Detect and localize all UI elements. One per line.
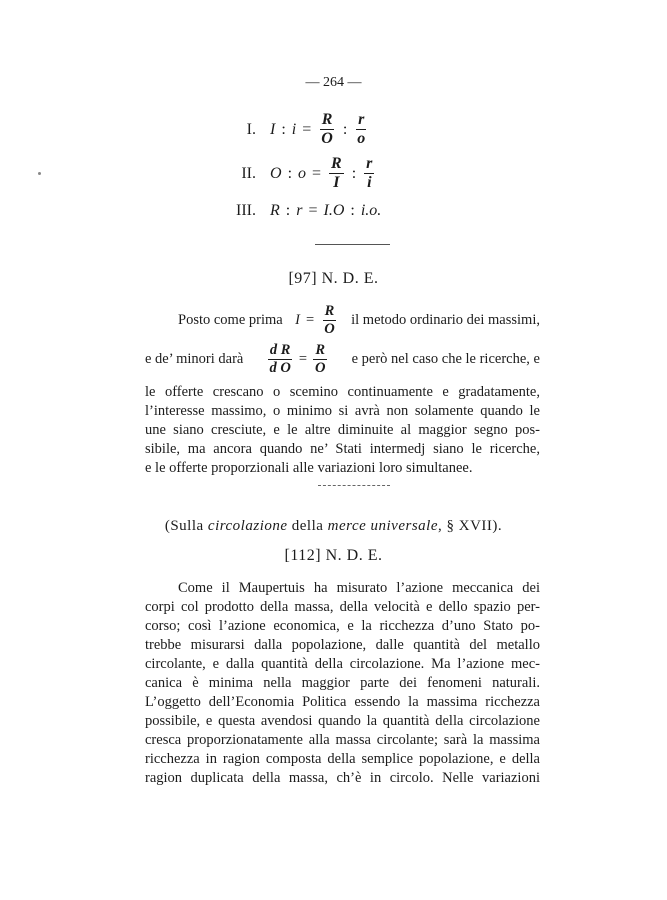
- section-112-line: L’oggetto dell’Economia Politica essendo la massima ricchezza: [145, 694, 540, 710]
- equation-2-equals: =: [312, 164, 322, 182]
- formula-equals: =: [298, 350, 308, 367]
- section-112-line: corso; così l’azione economica, e la ricchezza d’uno Stato po-: [145, 618, 540, 634]
- equation-3-rhs-a: I.O: [323, 202, 345, 219]
- equation-3-lhs-a: R: [270, 202, 280, 219]
- formula-derivative: [267, 343, 292, 375]
- equation-2-fraction-2: [364, 156, 374, 191]
- formula-var: I: [295, 311, 300, 328]
- numerator: R: [331, 155, 342, 172]
- denominator: O: [315, 359, 326, 376]
- line-1-text-post: il metodo ordinario dei massimi,: [351, 311, 540, 328]
- numerator: r: [366, 155, 373, 172]
- numerator: r: [358, 111, 365, 128]
- numerator: R: [315, 342, 326, 358]
- equation-2-lhs-a: O: [270, 164, 282, 182]
- numerator: R: [324, 303, 335, 319]
- equation-2-fraction-1: [329, 156, 344, 191]
- section-112-line: ragion duplicata della massa, ch’è in circolo. Nelle variazioni: [145, 770, 540, 786]
- equation-3-rhs-b: i.o.: [360, 202, 382, 219]
- equation-2-lhs-b: o: [298, 164, 307, 182]
- denominator: i: [367, 174, 372, 191]
- formula-equals: =: [306, 311, 315, 328]
- section-112-line: trebbe misurarsi dalla popolazione, dalle quantità del metallo: [145, 637, 540, 653]
- section-97-heading: [97] N. D. E.: [288, 270, 379, 287]
- section-97-line-1: [178, 304, 540, 336]
- equation-2-numeral: II.: [241, 164, 256, 182]
- denominator: I: [333, 174, 340, 191]
- scan-speck: [38, 172, 41, 175]
- line-1-formula: [295, 304, 339, 336]
- formula-fraction: [313, 343, 327, 375]
- section-97-line: e le offerte proporzionali alle variazioni loro simultanee.: [145, 460, 473, 476]
- subtitle-part: (Sulla: [164, 518, 208, 534]
- section-112-line: ricchezza in ragion composta della semplice popolazione, e della: [145, 751, 540, 767]
- line-2-formula: [265, 343, 329, 375]
- page-number: — 264 —: [305, 75, 362, 90]
- subtitle-part: della: [287, 518, 328, 534]
- equation-3-colon-2: :: [350, 202, 355, 219]
- equation-1: [228, 112, 369, 147]
- equation-2: [228, 156, 376, 191]
- denominator: d O: [269, 359, 291, 376]
- subtitle-part: , § XVII).: [438, 518, 503, 534]
- equation-3-equals: =: [308, 202, 318, 219]
- section-112-line: circolante, e dalla quantità della circolazione. Ma l’azione mec-: [145, 656, 540, 672]
- section-112-line: possibile, e questa avendosi quando la quantità della circolazione: [145, 713, 540, 729]
- section-97-line-2: [145, 343, 540, 375]
- equation-1-numeral: I.: [246, 120, 256, 138]
- equation-1-lhs-a: I: [270, 120, 276, 138]
- section-112-heading: [112] N. D. E.: [284, 547, 383, 564]
- line-1-text-pre: Posto come prima: [178, 311, 283, 328]
- section-97-line: une siano cresciute, e le altre diminuite al maggior segno pos-: [145, 422, 540, 438]
- equation-3: [228, 202, 381, 220]
- numerator: R: [321, 111, 333, 128]
- denominator: O: [324, 320, 335, 337]
- section-97-line: le offerte crescano o scemino continuamente e gradatamente,: [145, 384, 540, 400]
- section-divider: [315, 244, 390, 245]
- equation-1-fraction-2: [355, 112, 367, 147]
- subtitle-italic: circolazione: [207, 518, 288, 534]
- equation-1-fraction-1: [319, 112, 335, 147]
- section-divider: [318, 485, 390, 486]
- equation-1-colon-2: :: [342, 120, 348, 138]
- denominator: O: [321, 130, 333, 147]
- subtitle-italic: merce universale: [327, 518, 438, 534]
- section-112-line: Come il Maupertuis ha misurato l’azione meccanica dei: [178, 580, 540, 596]
- numerator: d R: [269, 342, 291, 358]
- section-112-line: corpi col prodotto della massa, della velocità e dello spazio per-: [145, 599, 540, 615]
- formula-fraction: [322, 304, 336, 336]
- section-112-subtitle: [0, 518, 667, 535]
- line-2-text-post: e però nel caso che le ricerche, e: [351, 350, 540, 367]
- line-2-text-pre: e de’ minori darà: [145, 350, 244, 367]
- section-97-line: l’interesse massimo, o minimo si avrà non solamente quando le: [145, 403, 540, 419]
- equation-3-colon: :: [285, 202, 291, 219]
- denominator: o: [357, 130, 366, 147]
- equation-1-equals: =: [302, 120, 312, 138]
- section-112-line: canica è minima nella maggior parte dei fenomeni naturali.: [145, 675, 540, 691]
- equation-2-colon: :: [287, 164, 293, 182]
- equation-3-lhs-b: r: [296, 202, 303, 219]
- equation-1-lhs-b: i: [291, 120, 297, 138]
- section-112-line: cresca proporzionatamente alla massa circolante; sarà la massima: [145, 732, 540, 748]
- equation-2-colon-2: :: [351, 164, 357, 182]
- equation-3-numeral: III.: [236, 202, 256, 219]
- section-97-line: sibile, ma ancora quando ne’ Stati intermedj siano le ricerche,: [145, 441, 540, 457]
- equation-1-colon: :: [281, 120, 286, 138]
